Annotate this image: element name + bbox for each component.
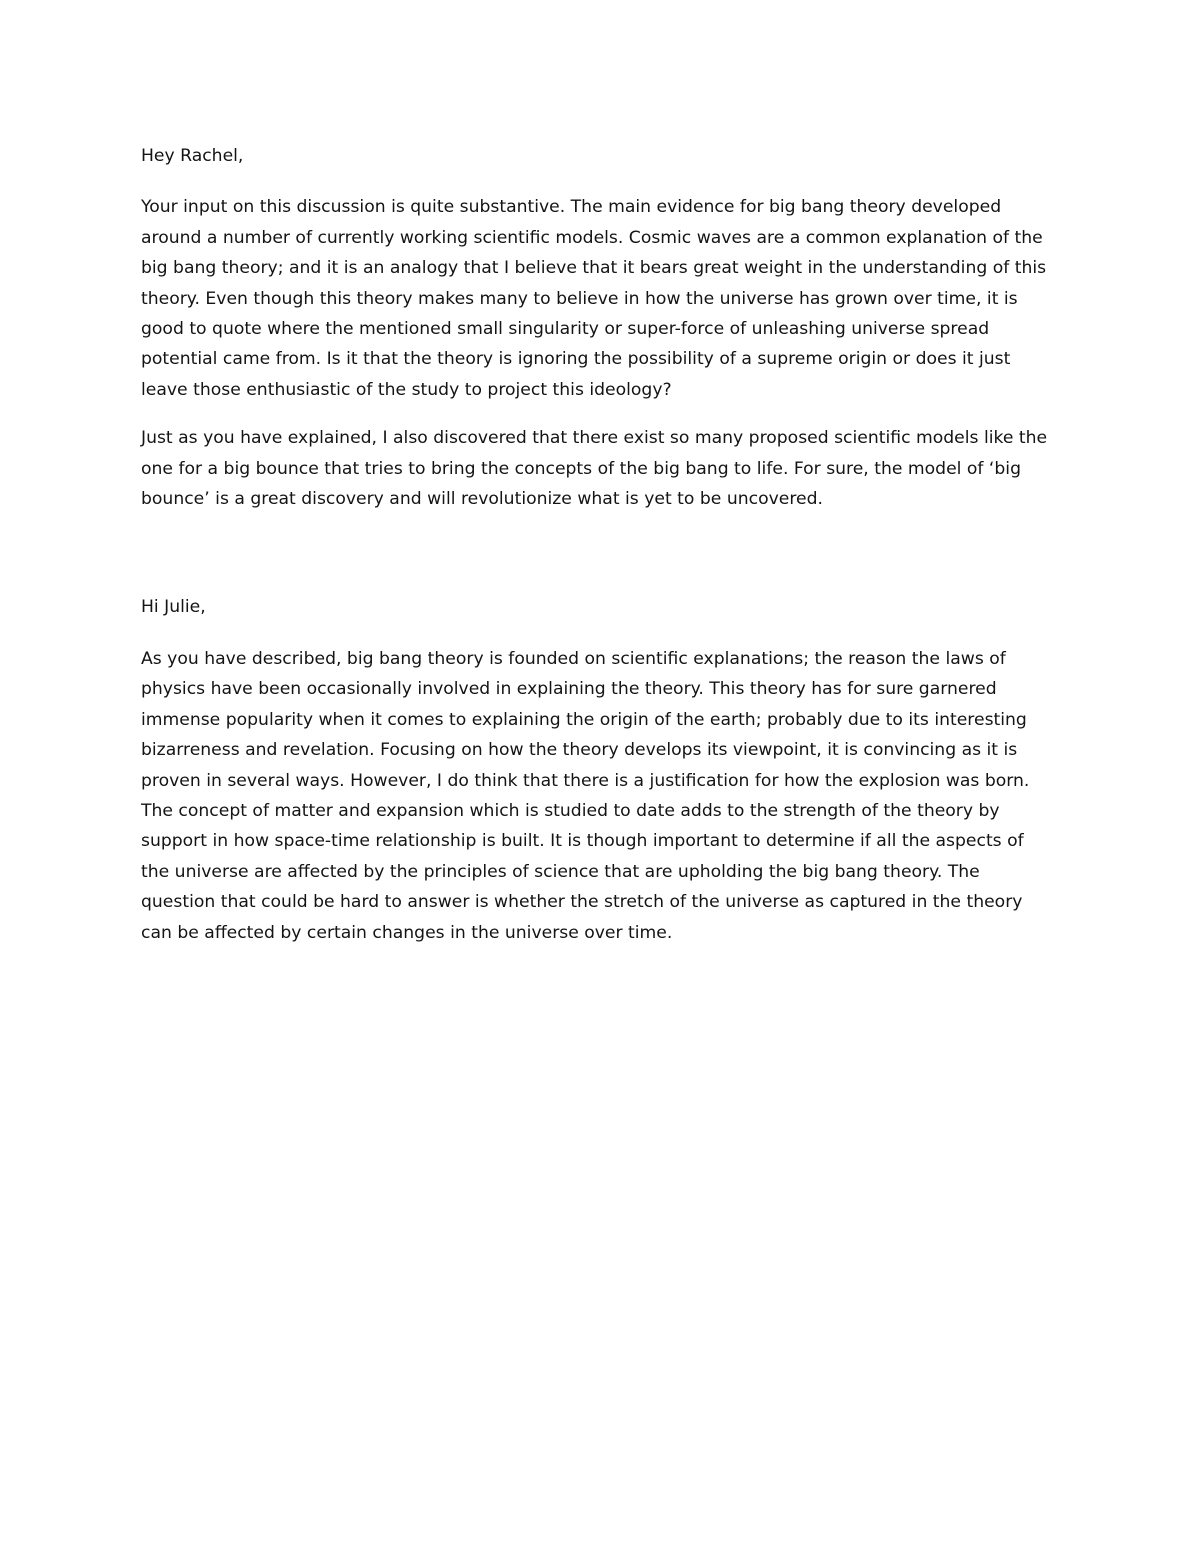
paragraph-julie-1: As you have described, big bang theory is founded on scientific explanations; the reason the laws of physics have been occasionally involved in explaining the theory. This theory has for sure garnered immense popularity when it comes to explaining the origin of the earth; probably due to its interesting bizarreness and revelation. Focusing on how the theory develops its viewpoint, it is convincing as it is proven in several ways. However, I do think that there is a justification for how the explosion was born. The concept of matter and expansion which is studied to date adds to the strength of the theory by support in how space-time relationship is built. It is though important to determine if all the aspects of the universe are affected by the principles of science that are upholding the big bang theory. The question that could be hard to answer is whether the stretch of the universe as captured in the theory can be affected by certain changes in the universe over time.	[141, 648, 1030, 943]
paragraph-rachel-1: Your input on this discussion is quite substantive. The main evidence for big bang theory developed around a number of currently working scientific models. Cosmic waves are a common explanation of the big bang theory; and it is an analogy that I believe that it bears great weight in the understanding of this theory. Even though this theory makes many to believe in how the universe has grown over time, it is good to quote where the mentioned small singularity or super-force of unleashing universe spread potential came from. Is it that the theory is ignoring the possibility of a supreme origin or does it just leave those enthusiastic of the study to project this ideology?	[141, 197, 1047, 400]
reply-to-julie	[141, 592, 1050, 947]
paragraph-rachel-2: Just as you have explained, I also discovered that there exist so many proposed scientific models like the one for a big bounce that tries to bring the concepts of the big bang to life. For sure, the model of ‘big bounce’ is a great discovery and will revolutionize what is yet to be uncovered.	[141, 428, 1048, 510]
greeting-rachel: Hey Rachel,	[141, 146, 244, 166]
greeting-julie: Hi Julie,	[141, 597, 206, 618]
reply-to-rachel	[141, 141, 1050, 514]
section-spacer	[141, 532, 1050, 592]
